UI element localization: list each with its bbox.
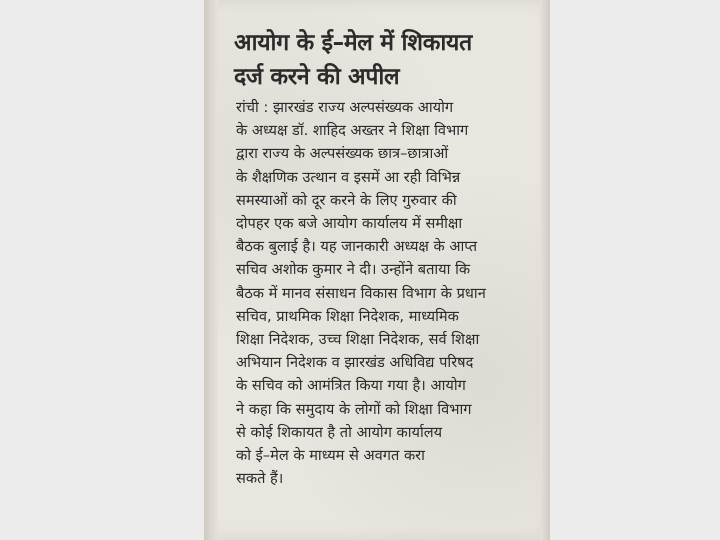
body-line: ने कहा कि समुदाय के लोगों को शिक्षा विभाग	[236, 400, 472, 418]
headline-line: आयोग के ई–मेल में शिकायत	[234, 30, 472, 56]
body-line: बैठक में मानव संसाधन विकास विभाग के प्रधान	[236, 284, 486, 302]
newspaper-clipping	[204, 0, 550, 540]
body-line: को ई–मेल के माध्यम से अवगत करा	[236, 447, 425, 465]
body-line: बैठक बुलाई है। यह जानकारी अध्यक्ष के आप्त	[236, 238, 478, 256]
article-body	[236, 96, 546, 490]
body-line: शिक्षा निदेशक, उच्च शिक्षा निदेशक, सर्व शिक्षा	[236, 331, 480, 349]
body-line: से कोई शिकायत है तो आयोग कार्यालय	[236, 423, 443, 441]
body-line: सचिव, प्राथमिक शिक्षा निदेशक, माध्यमिक	[236, 307, 459, 325]
body-line: अभियान निदेशक व झारखंड अधिविद्य परिषद	[236, 354, 474, 372]
body-line: द्वारा राज्य के अल्पसंख्यक छात्र–छात्राओं	[236, 145, 449, 163]
body-line: के अध्यक्ष डॉ. शाहिद अख्तर ने शिक्षा विभाग	[236, 122, 469, 140]
headline-line: दर्ज करने की अपील	[234, 64, 400, 90]
body-line: सचिव अशोक कुमार ने दी। उन्होंने बताया कि	[236, 261, 471, 279]
body-line: समस्याओं को दूर करने के लिए गुरुवार की	[236, 191, 457, 209]
article-headline	[234, 26, 534, 94]
body-line: सकते हैं।	[236, 470, 284, 488]
body-line: के सचिव को आमंत्रित किया गया है। आयोग	[236, 377, 466, 395]
body-line: दोपहर एक बजे आयोग कार्यालय में समीक्षा	[236, 215, 463, 233]
body-line: रांची : झारखंड राज्य अल्पसंख्यक आयोग	[236, 99, 454, 116]
body-line: के शैक्षणिक उत्थान व इसमें आ रही विभिन्न	[236, 168, 461, 186]
clipping-left-edge	[204, 0, 218, 540]
